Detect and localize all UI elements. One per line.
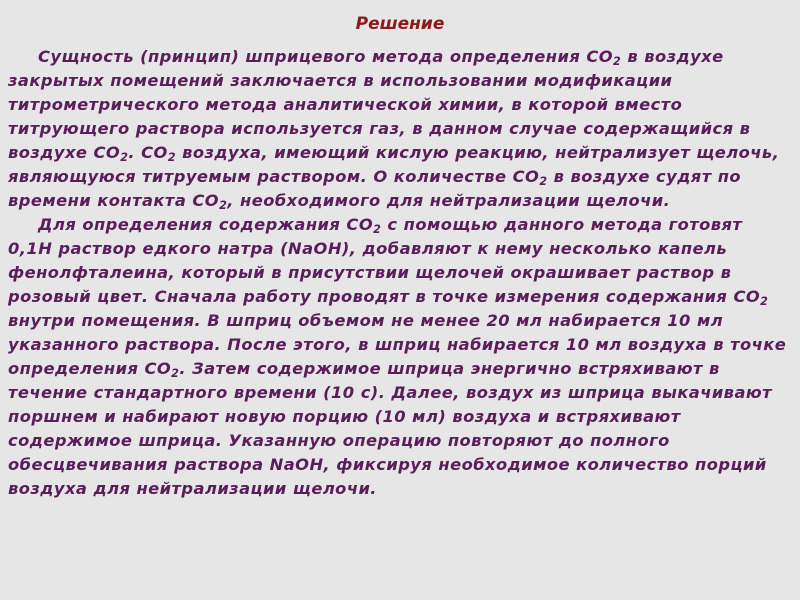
slide-body bbox=[8, 45, 788, 501]
paragraph-procedure bbox=[8, 213, 788, 501]
subscript: 2 bbox=[171, 367, 180, 380]
subscript: 2 bbox=[219, 199, 228, 212]
subscript: 2 bbox=[613, 55, 622, 68]
text-run: в воздухе закрытых помещений заключается в использовании модификации титрометрического метода аналитической химии, в которой вместо титрующего раствора используется газ, в данном случае содержащийся в воздухе СО bbox=[8, 47, 751, 162]
slide-title: Решение bbox=[355, 14, 445, 34]
text-run: воздуха, имеющий кислую реакцию, нейтрализует щелочь, являющуюся титруемым раствором. О количестве СО bbox=[8, 143, 780, 186]
text-run: , необходимого для нейтрализации щелочи. bbox=[227, 191, 671, 210]
subscript: 2 bbox=[120, 151, 129, 164]
text-run: в воздухе судят по времени контакта СО bbox=[8, 167, 742, 210]
text-run: внутри помещения. В шприц объемом не менее 20 мл набирается 10 мл указанного раствора. После этого, в шприц набирается 10 мл воздуха в точке определения СО bbox=[8, 311, 787, 378]
text-run: . СО bbox=[128, 143, 168, 162]
subscript: 2 bbox=[760, 295, 769, 308]
subscript: 2 bbox=[167, 151, 177, 164]
text-run: . Затем содержимое шприца энергично встряхивают в течение стандартного времени (10 с). Далее, воздух из шприца выкачивают поршнем и набирают новую порцию (10 мл) воздуха и встряхивают содержимое шприца. Указанную операцию повторяют до полного обесцвечивания раствора NaOH, фиксируя необходимое количество порций воздуха для нейтрализации щелочи. bbox=[8, 359, 773, 498]
text-run: с помощью данного метода готовят 0,1Н раствор едкого натра (NaOH), добавляют к нему несколько капель фенолфталеина, который в присутствии щелочей окрашивает раствор в розовый цвет. Сначала работу проводят в точке измерения содержания СО bbox=[8, 215, 761, 306]
text-run: Для определения содержания СО bbox=[38, 215, 374, 234]
paragraph-principle bbox=[8, 45, 788, 213]
text-run: Сущность (принцип) шприцевого метода определения СО bbox=[38, 47, 614, 66]
subscript: 2 bbox=[373, 223, 382, 236]
subscript: 2 bbox=[539, 175, 548, 188]
